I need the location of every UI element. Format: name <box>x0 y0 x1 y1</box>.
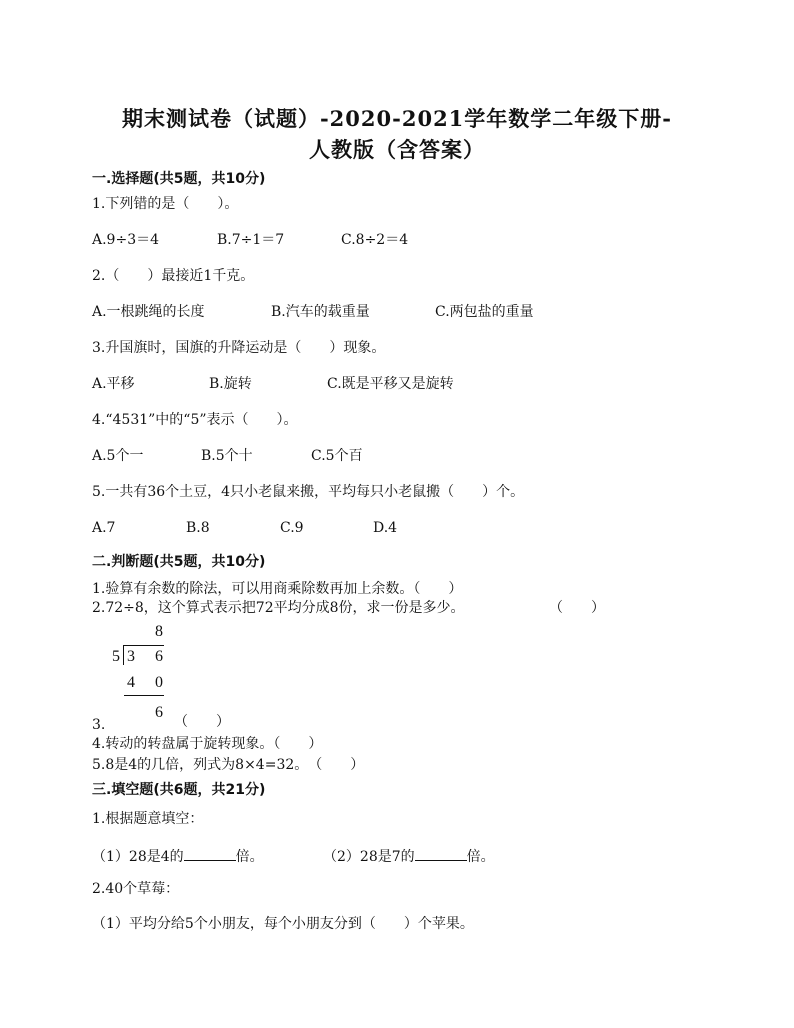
fill-q1-part1-after: 倍。 <box>235 849 264 865</box>
ld-divisor: 5 <box>112 648 120 665</box>
q2-option-a: A.一根跳绳的长度 <box>92 304 205 320</box>
q2-stem: 2.（ ）最接近1千克。 <box>92 268 255 284</box>
q3-option-c: C.既是平移又是旋转 <box>327 376 454 392</box>
q2-option-b: B.汽车的载重量 <box>271 304 370 320</box>
ld-overline <box>124 645 164 646</box>
fill-q2-stem: 2.40个草莓： <box>92 881 180 897</box>
section3-heading: 三.填空题(共6题，共21分) <box>92 782 266 798</box>
ld-dividend-digit1: 3 <box>127 648 135 665</box>
page-title-line1: 期末测试卷（试题）-2020-2021学年数学二年级下册- <box>121 106 673 131</box>
q1-option-c: C.8÷2＝4 <box>341 232 409 248</box>
q5-stem: 5.一共有36个土豆，4只小老鼠来搬，平均每只小老鼠搬（ ）个。 <box>92 484 525 500</box>
q1-stem: 1.下列错的是（ ）。 <box>92 196 239 212</box>
q5-option-b: B.8 <box>186 520 210 536</box>
fill-q1-part1 <box>92 846 264 866</box>
fill-q1-part2-after: 倍。 <box>466 849 495 865</box>
ld-product-digit1: 4 <box>127 674 135 691</box>
q1-option-a: A.9÷3＝4 <box>92 232 160 248</box>
q5-option-c: C.9 <box>280 520 304 536</box>
q4-option-b: B.5个十 <box>201 448 253 464</box>
page-title-line2: 人教版（含答案） <box>309 137 485 162</box>
judge-q1: 1.验算有余数的除法，可以用商乘除数再加上余数。（ ） <box>92 581 463 597</box>
fill-q1-part2-before: （2）28是7的 <box>323 849 415 865</box>
q5-option-a: A.7 <box>92 520 116 536</box>
q5-option-d: D.4 <box>373 520 398 536</box>
q4-option-c: C.5个百 <box>311 448 363 464</box>
ld-bracket <box>123 645 124 665</box>
q3-stem: 3.升国旗时，国旗的升降运动是（ ）现象。 <box>92 340 386 356</box>
judge-q5: 5.8是4的几倍，列式为8×4=32。 （ ） <box>92 757 365 773</box>
ld-subtraction-line <box>124 695 164 696</box>
fill-q2-part1: （1）平均分给5个小朋友，每个小朋友分到（ ）个苹果。 <box>92 916 474 932</box>
judge-q2: 2.72÷8，这个算式表示把72平均分成8份，求一份是多少。 <box>92 600 465 616</box>
q1-option-b: B.7÷1＝7 <box>217 232 285 248</box>
section2-heading: 二.判断题(共5题，共10分) <box>92 554 266 570</box>
judge-q3-number: 3. <box>92 717 106 733</box>
ld-dividend-digit2: 6 <box>155 648 163 665</box>
ld-remainder: 6 <box>155 704 163 721</box>
fill-q1-stem: 1.根据题意填空： <box>92 811 204 827</box>
fill-blank-2[interactable] <box>415 846 467 861</box>
q2-option-c: C.两包盐的重量 <box>435 304 534 320</box>
q3-option-b: B.旋转 <box>209 376 252 392</box>
q4-option-a: A.5个一 <box>92 448 144 464</box>
fill-q1-part2 <box>323 846 495 866</box>
q3-option-a: A.平移 <box>92 376 135 392</box>
ld-product-digit2: 0 <box>155 674 163 691</box>
judge-q2-paren: （ ） <box>549 600 605 616</box>
judge-q4: 4.转动的转盘属于旋转现象。（ ） <box>92 736 323 752</box>
fill-q1-part1-before: （1）28是4的 <box>92 849 184 865</box>
judge-q3-paren: （ ） <box>174 714 230 730</box>
fill-blank-1[interactable] <box>184 846 236 861</box>
q4-stem: 4.“4531”中的“5”表示（ ）。 <box>92 412 298 428</box>
section1-heading: 一.选择题(共5题，共10分) <box>92 171 266 187</box>
ld-quotient: 8 <box>155 623 163 640</box>
